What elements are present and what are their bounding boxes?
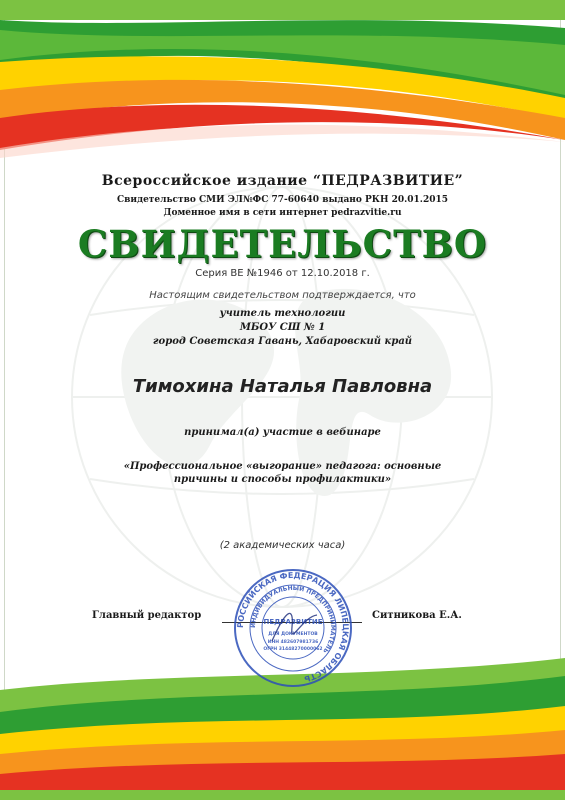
editor-name: Ситникова Е.А. [372, 610, 462, 621]
seal-ogrn-text: ОГРН 31448270000062 [263, 647, 323, 652]
registration-info: Свидетельство СМИ ЭЛ№ФС 77-60640 выдано РКН 20.01.2015 [116, 195, 448, 205]
webinar-topic-line-2: причины и способы профилактики» [173, 474, 392, 485]
webinar-topic-line-1: «Профессиональное «выгорание» педагога: основные [123, 461, 442, 472]
seal-sub-text: ДЛЯ ДОКУМЕНТОВ [268, 632, 318, 637]
recipient-position: учитель технологии [219, 308, 346, 319]
academic-hours: (2 академических часа) [219, 540, 346, 551]
seal-inner-text: ИНДИВИДУАЛЬНЫЙ ПРЕДПРИНИМАТЕЛЬ [249, 584, 337, 655]
publisher-name: Всероссийское издание “ПЕДРАЗВИТИЕ” [101, 173, 464, 189]
certificate-title: СВИДЕТЕЛЬСТВО [77, 222, 488, 266]
domain-info: Доменное имя в сети интернет pedrazvitie.ru [163, 208, 402, 218]
official-seal [232, 567, 354, 689]
series-number: Серия ВЕ №1946 от 12.10.2018 г. [195, 268, 370, 279]
seal-inn-text: ИНН 482607981736 [267, 640, 319, 645]
top-wave-decoration [0, 0, 565, 170]
editor-label: Главный редактор [92, 610, 202, 621]
recipient-school: МБОУ СШ № 1 [239, 322, 326, 333]
recipient-city: город Советская Гавань, Хабаровский край [152, 336, 413, 347]
participation-text: принимал(а) участие в вебинаре [184, 427, 381, 438]
confirm-text: Настоящим свидетельством подтверждается, что [149, 290, 416, 301]
recipient-name: Тимохина Наталья Павловна [132, 376, 433, 397]
seal-outer-text: РОССИЙСКАЯ ФЕДЕРАЦИЯ ЛИПЕЦКАЯ ОБЛАСТЬ [235, 570, 351, 684]
seal-center-text: ПЕДРАЗВИТИЕ [263, 618, 323, 626]
